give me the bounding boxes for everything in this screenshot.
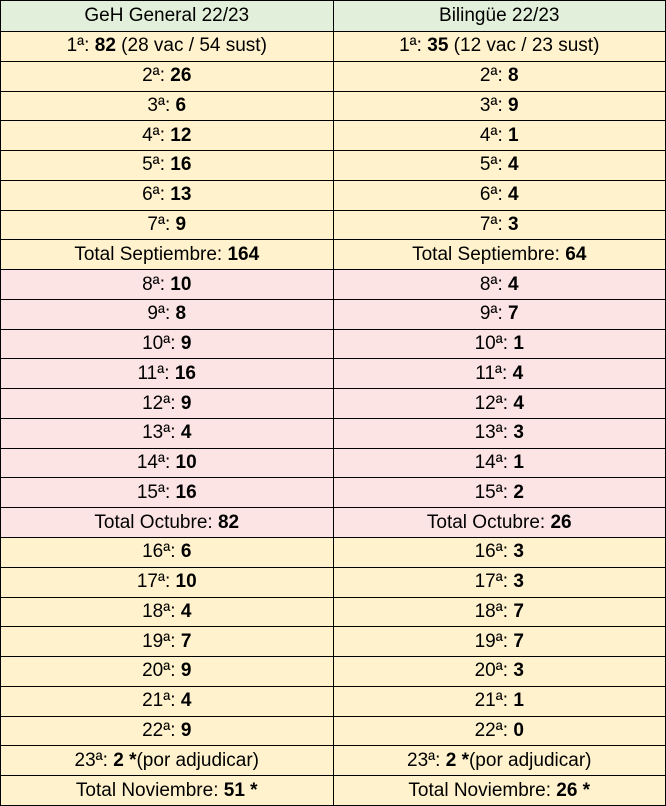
cell-label: 7ª: bbox=[479, 213, 509, 235]
cell-geh-general bbox=[1, 627, 334, 657]
cell-label: 18ª: bbox=[142, 600, 181, 622]
cell-label: 2ª: bbox=[142, 65, 171, 87]
cell-label: Total Septiembre: bbox=[412, 243, 566, 265]
cell-label: 20ª: bbox=[142, 660, 181, 682]
cell-value: 82 bbox=[217, 511, 240, 533]
cell-value: 9 bbox=[180, 392, 192, 414]
cell-bilingue bbox=[333, 418, 666, 448]
cell-label: 3ª: bbox=[479, 94, 509, 116]
cell-geh-general bbox=[1, 299, 334, 329]
cell-geh-general bbox=[1, 538, 334, 568]
cell-note: (12 vac / 23 sust) bbox=[448, 35, 600, 57]
table-row bbox=[1, 91, 666, 121]
cell-geh-general bbox=[1, 686, 334, 716]
cell-geh-general bbox=[1, 270, 334, 300]
cell-label: 10ª: bbox=[474, 333, 514, 355]
cell-value: 7 bbox=[513, 630, 524, 652]
cell-label: 16ª: bbox=[142, 541, 181, 563]
cell-label: Total Septiembre: bbox=[74, 243, 228, 265]
cell-value: 3 bbox=[513, 660, 524, 682]
cell-bilingue bbox=[333, 686, 666, 716]
cell-geh-general bbox=[1, 657, 334, 687]
cell-label: 22ª: bbox=[474, 719, 514, 741]
cell-value: 7 bbox=[513, 600, 524, 622]
cell-geh-general bbox=[1, 240, 334, 270]
table-row bbox=[1, 270, 666, 300]
cell-note: (por adjudicar) bbox=[136, 749, 259, 771]
cell-label: 7ª: bbox=[147, 213, 176, 235]
table-row bbox=[1, 567, 666, 597]
cell-geh-general bbox=[1, 329, 334, 359]
table-row bbox=[1, 597, 666, 627]
cell-label: 13ª: bbox=[142, 422, 181, 444]
cell-bilingue bbox=[333, 567, 666, 597]
cell-label: 2ª: bbox=[479, 65, 509, 87]
cell-label: 18ª: bbox=[474, 600, 514, 622]
cell-value: 26 bbox=[170, 65, 192, 87]
cell-bilingue bbox=[333, 151, 666, 181]
cell-label: 14ª: bbox=[136, 452, 176, 474]
cell-geh-general bbox=[1, 121, 334, 151]
cell-geh-general bbox=[1, 597, 334, 627]
table-row bbox=[1, 448, 666, 478]
cell-bilingue bbox=[333, 240, 666, 270]
cell-value: 4 bbox=[180, 690, 192, 712]
cell-value: 7 bbox=[508, 303, 519, 325]
table-row bbox=[1, 657, 666, 687]
cell-label: 1ª: bbox=[399, 35, 428, 57]
cell-note: (28 vac / 54 sust) bbox=[115, 35, 267, 57]
cell-bilingue bbox=[333, 180, 666, 210]
cell-geh-general bbox=[1, 61, 334, 91]
cell-label: 3ª: bbox=[147, 94, 176, 116]
cell-value: 16 bbox=[174, 362, 196, 384]
table-row bbox=[1, 627, 666, 657]
cell-value: 26 * bbox=[556, 779, 591, 801]
cell-value: 51 * bbox=[223, 779, 258, 801]
cell-label: 12ª: bbox=[142, 392, 181, 414]
cell-label: 6ª: bbox=[142, 184, 171, 206]
cell-geh-general bbox=[1, 448, 334, 478]
cell-value: 10 bbox=[175, 452, 197, 474]
cell-geh-general bbox=[1, 508, 334, 538]
table-row bbox=[1, 716, 666, 746]
cell-value: 4 bbox=[180, 600, 192, 622]
table-row bbox=[1, 61, 666, 91]
table-row bbox=[1, 686, 666, 716]
cell-label: 23ª: bbox=[74, 749, 114, 771]
cell-value: 2 * bbox=[113, 749, 137, 771]
table-row bbox=[1, 389, 666, 419]
cell-value: 10 bbox=[175, 571, 197, 593]
cell-bilingue bbox=[333, 716, 666, 746]
cell-geh-general bbox=[1, 32, 334, 62]
cell-value: 3 bbox=[513, 422, 524, 444]
cell-value: 4 bbox=[513, 392, 524, 414]
cell-label: 4ª: bbox=[479, 124, 509, 146]
cell-value: 4 bbox=[512, 362, 524, 384]
table-row bbox=[1, 180, 666, 210]
cell-label: 5ª: bbox=[142, 154, 171, 176]
cell-bilingue bbox=[333, 776, 666, 806]
table-row bbox=[1, 32, 666, 62]
cell-geh-general bbox=[1, 389, 334, 419]
cell-value: 7 bbox=[180, 630, 192, 652]
cell-geh-general bbox=[1, 478, 334, 508]
cell-geh-general bbox=[1, 180, 334, 210]
cell-geh-general bbox=[1, 746, 334, 776]
cell-label: 20ª: bbox=[474, 660, 514, 682]
table-row bbox=[1, 418, 666, 448]
cell-value: 9 bbox=[180, 660, 192, 682]
cell-bilingue bbox=[333, 448, 666, 478]
cell-value: 1 bbox=[508, 124, 519, 146]
cell-label: 11ª: bbox=[475, 362, 513, 384]
cell-geh-general bbox=[1, 716, 334, 746]
cell-value: 16 bbox=[170, 154, 192, 176]
cell-geh-general bbox=[1, 776, 334, 806]
cell-label: 14ª: bbox=[474, 452, 514, 474]
cell-bilingue bbox=[333, 91, 666, 121]
table-row bbox=[1, 746, 666, 776]
cell-label: 5ª: bbox=[479, 154, 509, 176]
table-row bbox=[1, 240, 666, 270]
cell-value: 2 bbox=[513, 481, 524, 503]
table-row bbox=[1, 478, 666, 508]
cell-label: 17ª: bbox=[474, 571, 514, 593]
cell-bilingue bbox=[333, 121, 666, 151]
cell-value: 12 bbox=[170, 124, 192, 146]
cell-label: 21ª: bbox=[142, 690, 181, 712]
table-row bbox=[1, 359, 666, 389]
cell-value: 6 bbox=[175, 94, 187, 116]
cell-label: 16ª: bbox=[474, 541, 514, 563]
cell-label: 11ª: bbox=[137, 362, 175, 384]
cell-value: 3 bbox=[513, 541, 524, 563]
cell-geh-general bbox=[1, 91, 334, 121]
cell-label: 15ª: bbox=[136, 481, 176, 503]
cell-value: 16 bbox=[175, 481, 197, 503]
cell-note: (por adjudicar) bbox=[468, 749, 592, 771]
cell-value: 35 bbox=[427, 35, 449, 57]
cell-label: 12ª: bbox=[474, 392, 514, 414]
cell-geh-general bbox=[1, 567, 334, 597]
cell-value: 1 bbox=[513, 690, 524, 712]
cell-value: 9 bbox=[180, 333, 192, 355]
cell-value: 3 bbox=[513, 571, 524, 593]
cell-value: 64 bbox=[565, 243, 587, 265]
cell-value: 6 bbox=[180, 541, 192, 563]
cell-label: 9ª: bbox=[147, 303, 176, 325]
cell-label: 19ª: bbox=[474, 630, 514, 652]
cell-value: 8 bbox=[508, 65, 519, 87]
cell-value: 82 bbox=[94, 35, 116, 57]
cell-label: Total Octubre: bbox=[426, 511, 551, 533]
table-row bbox=[1, 776, 666, 806]
cell-value: 4 bbox=[508, 154, 519, 176]
cell-bilingue bbox=[333, 329, 666, 359]
cell-bilingue bbox=[333, 32, 666, 62]
cell-value: 164 bbox=[227, 243, 260, 265]
cell-label: Total Noviembre: bbox=[75, 779, 224, 801]
cell-value: 9 bbox=[175, 213, 187, 235]
cell-value: 9 bbox=[508, 94, 519, 116]
table-row bbox=[1, 121, 666, 151]
cell-label: Total Noviembre: bbox=[408, 779, 557, 801]
cell-bilingue bbox=[333, 270, 666, 300]
cell-label: 23ª: bbox=[407, 749, 446, 771]
cell-bilingue bbox=[333, 478, 666, 508]
cell-value: 13 bbox=[170, 184, 192, 206]
cell-value: 9 bbox=[180, 719, 192, 741]
cell-bilingue bbox=[333, 597, 666, 627]
cell-value: 10 bbox=[170, 273, 192, 295]
cell-value: 4 bbox=[180, 422, 192, 444]
cell-label: Total Octubre: bbox=[94, 511, 218, 533]
cell-label: 1ª: bbox=[66, 35, 95, 57]
cell-value: 4 bbox=[508, 273, 519, 295]
table-row bbox=[1, 299, 666, 329]
cell-bilingue bbox=[333, 61, 666, 91]
cell-label: 21ª: bbox=[474, 690, 514, 712]
table-body bbox=[1, 32, 666, 806]
cell-label: 9ª: bbox=[479, 303, 509, 325]
cell-geh-general bbox=[1, 151, 334, 181]
cell-label: 13ª: bbox=[474, 422, 514, 444]
cell-bilingue bbox=[333, 299, 666, 329]
cell-bilingue bbox=[333, 657, 666, 687]
cell-bilingue bbox=[333, 359, 666, 389]
cell-label: 19ª: bbox=[142, 630, 181, 652]
cell-bilingue bbox=[333, 508, 666, 538]
cell-value: 26 bbox=[550, 511, 572, 533]
header-bilingue: Bilingüe 22/23 bbox=[333, 1, 666, 32]
cell-bilingue bbox=[333, 389, 666, 419]
cell-geh-general bbox=[1, 359, 334, 389]
cell-label: 8ª: bbox=[142, 273, 171, 295]
cell-value: 1 bbox=[513, 333, 524, 355]
cell-label: 8ª: bbox=[479, 273, 509, 295]
cell-bilingue bbox=[333, 746, 666, 776]
cell-label: 22ª: bbox=[142, 719, 181, 741]
cell-label: 15ª: bbox=[474, 481, 514, 503]
table-row bbox=[1, 508, 666, 538]
cell-value: 4 bbox=[508, 184, 519, 206]
table-row bbox=[1, 210, 666, 240]
cell-bilingue bbox=[333, 210, 666, 240]
cell-bilingue bbox=[333, 627, 666, 657]
cell-label: 4ª: bbox=[142, 124, 171, 146]
cell-value: 1 bbox=[513, 452, 524, 474]
cell-value: 2 * bbox=[445, 749, 469, 771]
cell-bilingue bbox=[333, 538, 666, 568]
cell-value: 3 bbox=[508, 213, 519, 235]
table-row bbox=[1, 538, 666, 568]
cell-value: 8 bbox=[175, 303, 187, 325]
cell-label: 17ª: bbox=[136, 571, 176, 593]
header-row bbox=[1, 1, 666, 32]
header-geh-general: GeH General 22/23 bbox=[1, 1, 334, 32]
cell-geh-general bbox=[1, 210, 334, 240]
table-row bbox=[1, 329, 666, 359]
cell-geh-general bbox=[1, 418, 334, 448]
cell-value: 0 bbox=[513, 719, 524, 741]
table-row bbox=[1, 151, 666, 181]
cell-label: 10ª: bbox=[142, 333, 181, 355]
cell-label: 6ª: bbox=[479, 184, 509, 206]
